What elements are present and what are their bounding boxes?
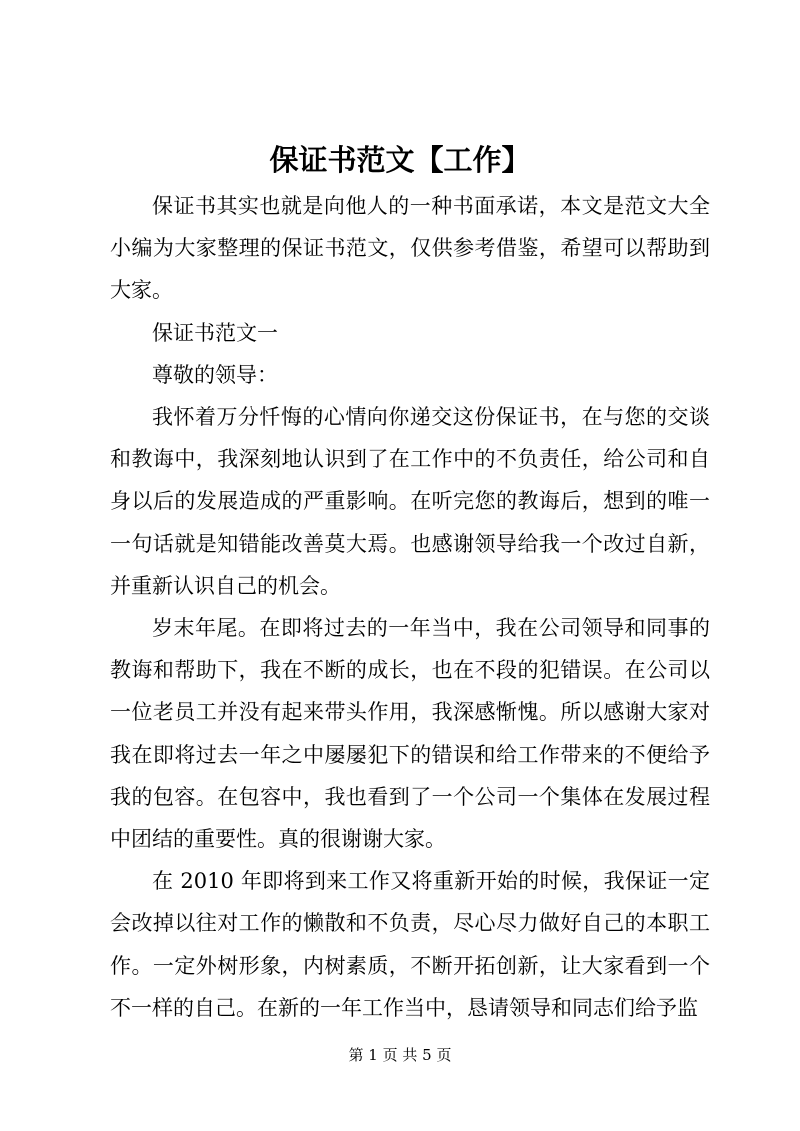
- body-paragraph: 岁末年尾。在即将过去的一年当中，我在公司领导和同事的教诲和帮助下，我在不断的成长，也在不段的犯错误。在公司以一位老员工并没有起来带头作用，我深感惭愧。所以感谢大家对我在即将过去一年之中屡屡犯下的错误和给工作带来的不便给予我的包容。在包容中，我也看到了一个公司一个集体在发展过程中团结的重要性。真的很谢谢大家。: [110, 616, 710, 852]
- body-paragraph: 我怀着万分忏悔的心情向你递交这份保证书，在与您的交谈和教诲中，我深刻地认识到了在工作中的不负责任，给公司和自身以后的发展造成的严重影响。在听完您的教诲后，想到的唯一一句话就是知错能改善莫大焉。也感谢领导给我一个改过自新，并重新认识自己的机会。: [110, 405, 710, 598]
- document-title: 保证书范文【工作】: [269, 143, 531, 177]
- body-paragraph: 在 2010 年即将到来工作又将重新开始的时候，我保证一定会改掉以往对工作的懒散和不负责，尽心尽力做好自己的本职工作。一定外树形象，内树素质，不断开拓创新，让大家看到一个不一样的自己。在新的一年工作当中，恳请领导和同志们给予监: [110, 869, 710, 1020]
- salutation: 尊敬的领导：: [152, 362, 278, 387]
- document-body: [110, 185, 710, 1029]
- intro-paragraph: 保证书其实也就是向他人的一种书面承诺，本文是范文大全小编为大家整理的保证书范文，仅供参考借鉴，希望可以帮助到大家。: [110, 194, 710, 303]
- page-footer: 第 1 页 共 5 页: [348, 1046, 452, 1064]
- section-heading: 保证书范文一: [152, 320, 278, 345]
